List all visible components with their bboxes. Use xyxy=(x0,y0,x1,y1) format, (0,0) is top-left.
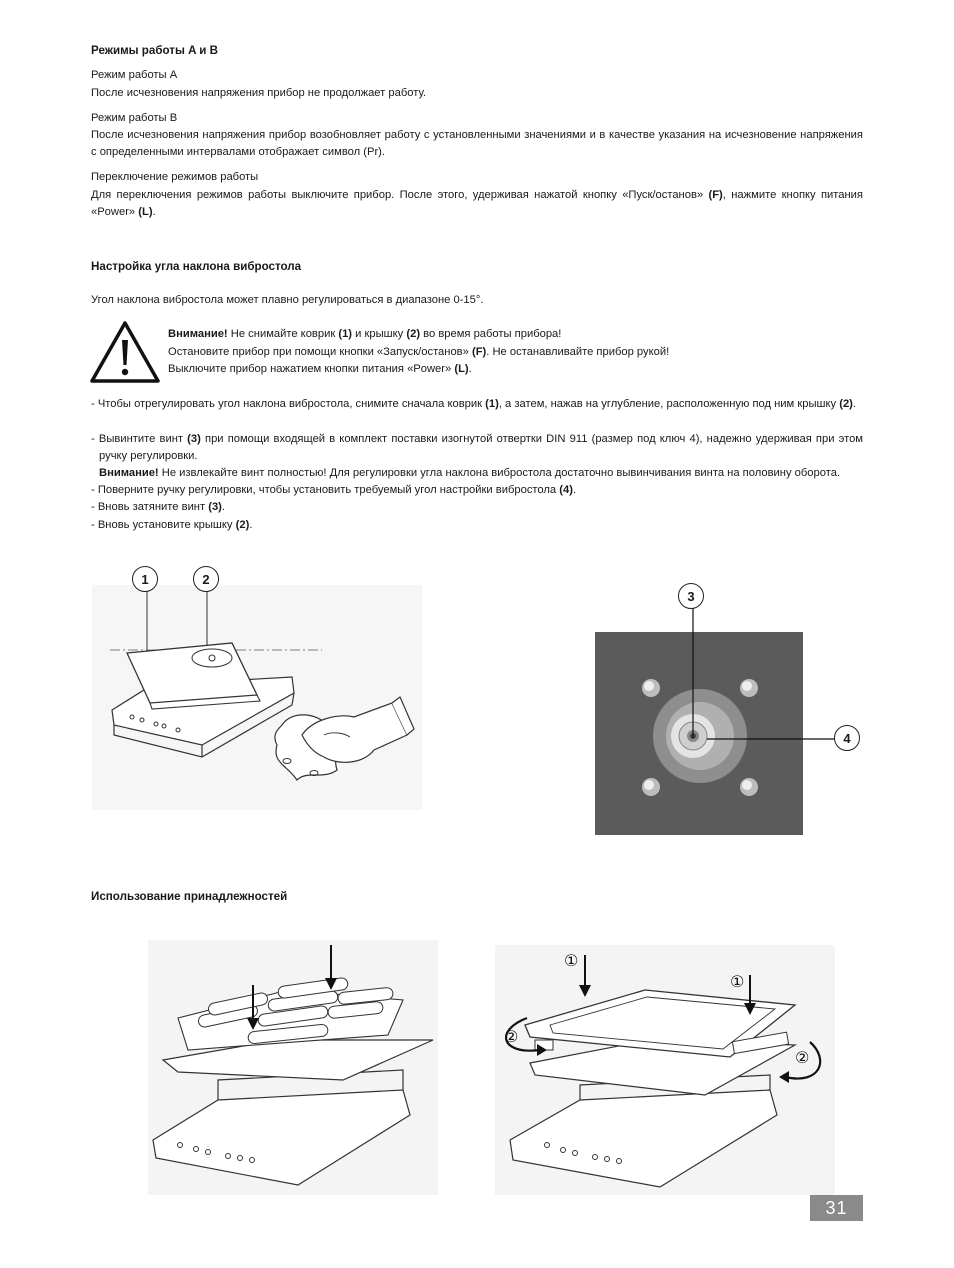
platform-attachment-illustration xyxy=(495,945,835,1195)
switch-mode-text: Для переключения режимов работы выключите прибор. После этого, удерживая нажатой кнопку «Пуск/останов» (F), нажмите кнопку питания «Power» (L). xyxy=(91,189,863,218)
step-mark-2-left: ② xyxy=(504,1029,519,1046)
warning-line-1: Внимание! Не снимайте коврик (1) и крышку (2) во время работы прибора! xyxy=(168,328,562,340)
tube-rack-attachment-illustration xyxy=(148,940,438,1195)
warning-line-2: Остановите прибор при помощи кнопки «Запуск/останов» (F). Не останавливайте прибор рукой! xyxy=(168,346,670,358)
callout-3: 3 xyxy=(678,583,704,609)
section-heading-modes: Режимы работы A и B xyxy=(91,44,218,57)
step-5: - Вновь установите крышку (2). xyxy=(91,519,253,531)
mode-a-text: После исчезновения напряжения прибор не продолжает работу. xyxy=(91,87,427,99)
step-mark-1-right: ① xyxy=(730,974,745,991)
callout-1: 1 xyxy=(132,566,158,592)
mode-b-title: Режим работы B xyxy=(91,112,178,124)
callout-leader-lines xyxy=(595,590,855,760)
mode-a-title: Режим работы A xyxy=(91,69,178,81)
step-2: - Вывинтите винт (3) при помощи входящей в комплект поставки изогнутой отвертки DIN 911 (размер под ключ 4), надежно удерживая при этом ручку регулировки. xyxy=(91,433,863,462)
section-heading-tilt: Настройка угла наклона вибростола xyxy=(91,260,302,273)
step-note: Внимание! Не извлекайте винт полностью! Для регулировки угла наклона вибростола достаточно вывинчивания винта на половину оборота. xyxy=(99,467,841,479)
mode-b-text: После исчезновения напряжения прибор возобновляет работу с установленными значениями и в качестве указания на исчезновение напряжения с определенными интервалами отображает символ (Pr). xyxy=(91,129,863,158)
callout-2: 2 xyxy=(193,566,219,592)
switch-mode-title: Переключение режимов работы xyxy=(91,171,259,183)
section-heading-accessories: Использование принадлежностей xyxy=(91,890,288,903)
warning-line-3: Выключите прибор нажатием кнопки питания «Power» (L). xyxy=(168,363,472,375)
callout-4: 4 xyxy=(834,725,860,751)
page-number: 31 xyxy=(810,1195,863,1221)
tilt-intro: Угол наклона вибростола может плавно регулироваться в диапазоне 0-15°. xyxy=(91,294,484,306)
shaker-cover-removal-illustration xyxy=(92,585,422,810)
step-mark-2-right: ② xyxy=(795,1050,810,1067)
warning-triangle-icon xyxy=(89,320,161,384)
step-1: - Чтобы отрегулировать угол наклона вибростола, снимите сначала коврик (1), а затем, нажав на углубление, расположенную под ним крышку (2). xyxy=(91,398,857,410)
step-3: - Поверните ручку регулировки, чтобы установить требуемый угол настройки вибростола (4). xyxy=(91,484,577,496)
step-4: - Вновь затяните винт (3). xyxy=(91,501,226,513)
step-mark-1-left: ① xyxy=(564,953,579,970)
